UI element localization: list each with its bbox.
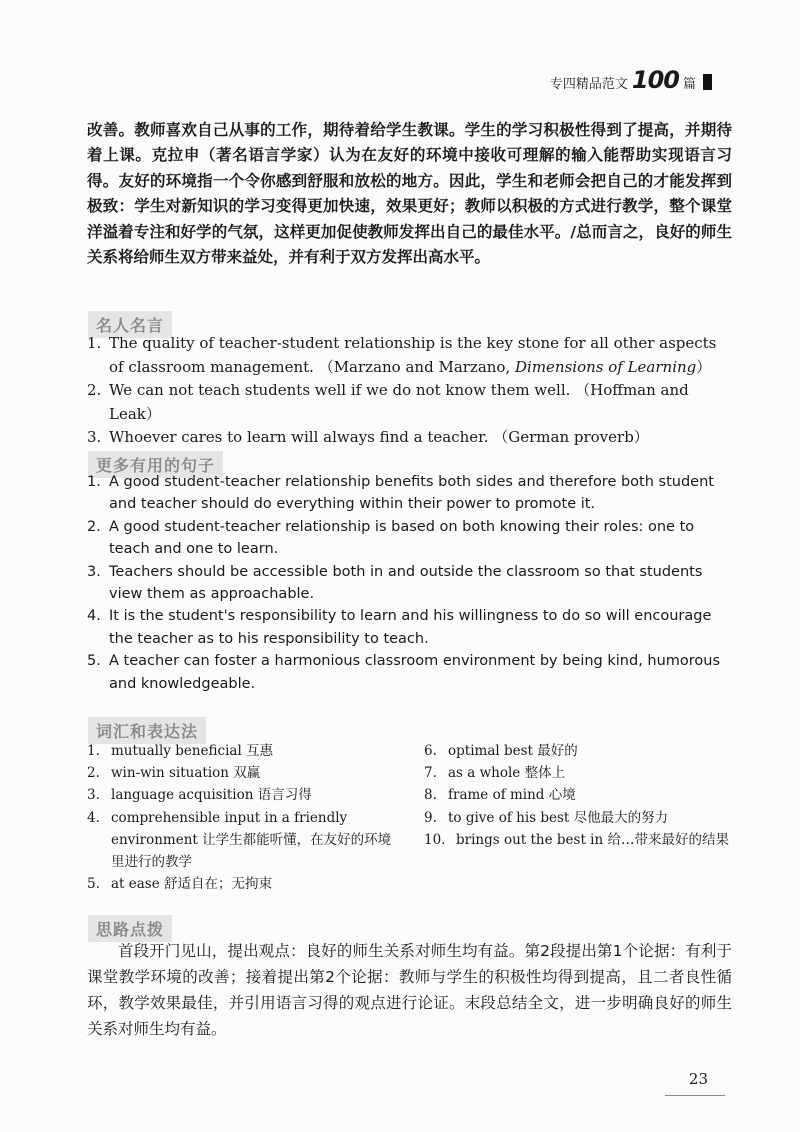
sentence-item <box>87 561 732 606</box>
header-suffix: 篇 <box>682 77 696 92</box>
quote-source: （Hoffman and Leak） <box>109 381 689 423</box>
vocab-item <box>87 740 424 762</box>
vocab-item <box>87 873 424 895</box>
quote-text <box>109 426 649 450</box>
page-number: 23 <box>688 1070 708 1088</box>
vocab-number: 1. <box>87 743 100 759</box>
vocab-text: frame of mind 心境 <box>448 787 576 804</box>
header-block-icon <box>703 74 712 90</box>
vocab-number: 2. <box>87 765 100 782</box>
quote-number: 2. <box>87 381 102 399</box>
quote-source: （German proverb） <box>493 428 649 446</box>
vocab-text: as a whole 整体上 <box>448 765 566 782</box>
vocab-number: 4. <box>87 809 100 826</box>
sentence-number: 3. <box>87 563 101 580</box>
quote-source-title: Dimensions of Learning <box>515 357 697 376</box>
sentence-text: A good student-teacher relationship benefits both sides and therefore both student and teacher should do everything within their power to promote it. <box>109 474 714 513</box>
header-number: 100 <box>631 66 679 94</box>
vocab-column-left <box>87 740 424 895</box>
sentence-text: Teachers should be accessible both in and outside the classroom so that students view them as approachable. <box>109 563 703 603</box>
quote-source: （Marzano and Marzano, <box>318 357 515 376</box>
vocab-text: mutually beneficial 互惠 <box>111 743 274 759</box>
quote-body: We can not teach students well if we do not know them well. <box>109 381 571 399</box>
sentence-item <box>87 471 732 516</box>
vocab-number: 3. <box>87 787 100 804</box>
vocab-text: brings out the best in 给…带来最好的结果 <box>456 831 729 848</box>
vocab-item <box>87 762 424 784</box>
vocab-item <box>424 829 732 851</box>
vocab-item <box>87 807 424 874</box>
vocab-text: to give of his best 尽他最大的努力 <box>448 809 669 826</box>
vocab-text: comprehensible input in a friendly environment 让学生都能听懂，在友好的环境里进行的教学 <box>111 809 392 871</box>
sentence-text: A good student-teacher relationship is based on both knowing their roles: one to teach and one to learn. <box>109 518 695 558</box>
vocab-number: 6. <box>424 743 437 759</box>
vocab-text: language acquisition 语言习得 <box>111 787 312 804</box>
intro-paragraph: 改善。教师喜欢自己从事的工作，期待着给学生教课。学生的学习积极性得到了提高，并期待着上课。克拉申（著名语言学家）认为在友好的环境中接收可理解的输入能帮助实现语言习得。友好的环境指一个令你感到舒服和放松的地方。因此，学生和老师会把自己的才能发挥到极致：学生对新知识的学习变得更加快速，效果更好；教师以积极的方式进行教学，整个课堂洋溢着专注和好学的气氛，这样更加促使教师发挥出自己的最佳水平。/总而言之，良好的师生关系将给师生双方带来益处，并有利于双方发挥出高水平。 <box>87 121 732 267</box>
vocab-text: at ease 舒适自在；无拘束 <box>111 876 273 893</box>
sentence-item <box>87 516 732 561</box>
sentence-item <box>87 650 732 695</box>
quotes-list <box>87 332 732 450</box>
quote-body: The quality of teacher-student relationship is the key stone for all other aspects of classroom management. <box>109 334 717 376</box>
quote-text <box>109 332 732 379</box>
vocab-item <box>424 807 732 829</box>
header-prefix: 专四精品范文 <box>549 77 628 92</box>
page-number-underline <box>665 1095 725 1096</box>
sentence-item <box>87 605 732 650</box>
vocab-item <box>424 784 732 806</box>
quote-number: 1. <box>87 334 102 352</box>
sentences-list <box>87 471 732 695</box>
sentence-number: 4. <box>87 608 101 625</box>
quote-body: Whoever cares to learn will always find a teacher. <box>109 428 489 446</box>
vocab-number: 5. <box>87 876 100 893</box>
sentence-text: A teacher can foster a harmonious classroom environment by being kind, humorous and knowledgeable. <box>109 653 721 692</box>
vocab-text: win-win situation 双赢 <box>111 765 261 782</box>
quote-source-end: ） <box>696 357 712 376</box>
vocab-item <box>424 762 732 784</box>
sentence-number: 5. <box>87 653 101 670</box>
vocab-number: 10. <box>424 831 446 848</box>
quote-text <box>109 379 732 426</box>
vocab-number: 8. <box>424 787 437 804</box>
vocab-item <box>424 740 732 762</box>
quote-item <box>87 332 732 379</box>
vocab-list <box>87 740 732 895</box>
quotes-section-title: 名人名言 <box>88 311 172 338</box>
vocab-text: optimal best 最好的 <box>448 743 578 759</box>
analysis-paragraph: 首段开门见山，提出观点：良好的师生关系对师生均有益。第2段提出第1个论据：有利于课堂教学环境的改善；接着提出第2个论据：教师与学生的积极性均得到提高，且二者良性循环，教学效果最佳，并引用语言习得的观点进行论证。末段总结全文，进一步明确良好的师生关系对师生均有益。 <box>87 942 732 1038</box>
vocab-number: 9. <box>424 809 437 826</box>
vocab-number: 7. <box>424 765 437 782</box>
sentence-number: 1. <box>87 474 101 490</box>
sentence-number: 2. <box>87 518 101 535</box>
quote-number: 3. <box>87 428 102 446</box>
vocab-section-title: 词汇和表达法 <box>88 717 206 744</box>
running-header <box>550 66 712 94</box>
sentence-text: It is the student's responsibility to learn and his willingness to do so will encourage the teacher as to his responsibility to teach. <box>109 608 712 647</box>
vocab-item <box>87 784 424 806</box>
quote-item <box>87 379 732 426</box>
sentences-section-title: 更多有用的句子 <box>88 451 223 478</box>
quote-item <box>87 426 732 450</box>
vocab-column-right <box>424 740 732 895</box>
analysis-section-title: 思路点拨 <box>88 915 172 942</box>
